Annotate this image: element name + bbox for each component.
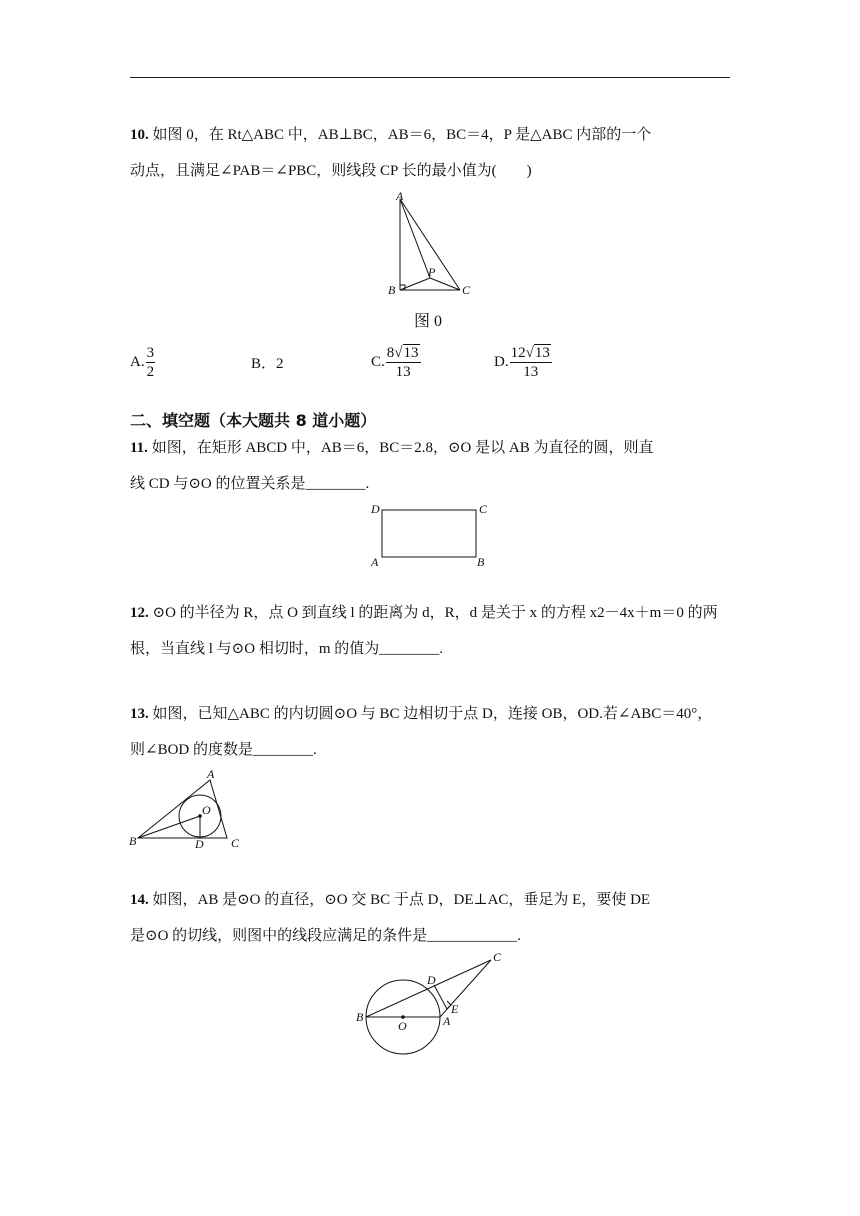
q10-option-d (494, 344, 552, 381)
q14-label-c: C (493, 950, 502, 964)
q10-number: 10. (130, 127, 149, 143)
q10-option-b: B．2 (251, 356, 284, 372)
q10-line1: 如图 0，在 Rt△ABC 中，AB⊥BC，AB＝6，BC＝4，P 是△ABC 内部的一个 (152, 127, 652, 143)
q10-figure-caption: 图 0 (414, 313, 443, 330)
q10-option-c (371, 344, 421, 381)
option-c-fraction (386, 344, 421, 381)
option-a-denominator: 2 (146, 364, 155, 380)
q11-number: 11. (130, 440, 148, 456)
q14-label-e: E (451, 1002, 459, 1016)
q13-label-b: B (129, 834, 137, 848)
q11-label-a: A (371, 555, 379, 569)
q14-line1: 如图，AB 是⊙O 的直径，⊙O 交 BC 于点 D，DE⊥AC，垂足为 E，要使 DE (152, 892, 651, 908)
q11-line2: 线 CD 与⊙O 的位置关系是________. (130, 476, 370, 492)
option-c-coefficient: 8 (386, 345, 395, 361)
option-c-radicand: 13 (403, 345, 419, 361)
q14-line2: 是⊙O 的切线，则图中的线段应满足的条件是____________. (130, 928, 521, 944)
q10-text (130, 117, 732, 189)
q13-label-d: D (195, 837, 204, 851)
option-d-coefficient: 12 (510, 345, 526, 361)
q14-text (130, 882, 732, 954)
q14-label-b: B (356, 1010, 364, 1024)
option-d-numerator (510, 344, 552, 363)
q10-figure (380, 190, 480, 300)
q11-text (130, 430, 732, 502)
section-heading: 二、填空题（本大题共 8 道小题） (130, 411, 377, 430)
q14-number: 14. (130, 892, 149, 908)
q13-figure (125, 768, 245, 852)
option-a-numerator: 3 (146, 345, 155, 361)
q11-line1: 如图，在矩形 ABCD 中，AB＝6，BC＝2.8，⊙O 是以 AB 为直径的圆，则直 (151, 440, 654, 456)
sqrt-sign: √ (394, 345, 403, 361)
header-rule (130, 77, 730, 78)
option-d-denominator: 13 (523, 364, 539, 380)
q11-label-c: C (479, 502, 488, 516)
sqrt-sign: √ (525, 345, 534, 361)
q13-line2: 则∠BOD 的度数是________. (130, 742, 317, 758)
q10-option-a (130, 344, 155, 381)
q13-label-c: C (231, 836, 240, 850)
q12-number: 12. (130, 605, 149, 621)
q12-line1: ⊙O 的半径为 R，点 O 到直线 l 的距离为 d，R，d 是关于 x 的方程 x2－4x＋m＝0 的两 (152, 605, 718, 621)
q11-figure (365, 500, 495, 572)
q11-label-d: D (371, 502, 380, 516)
option-d-prefix: D. (494, 354, 509, 370)
q10-label-p: P (428, 265, 436, 279)
q10-label-b: B (388, 283, 396, 297)
q14-label-d: D (427, 973, 436, 987)
option-d-radicand: 13 (534, 345, 550, 361)
option-c-numerator (386, 344, 421, 363)
option-a-prefix: A. (130, 354, 145, 370)
q14-label-a: A (443, 1014, 451, 1028)
q11-label-b: B (477, 555, 485, 569)
option-c-denominator: 13 (395, 364, 411, 380)
option-d-fraction (510, 344, 552, 381)
q14-label-o: O (398, 1019, 407, 1033)
q12-text (130, 595, 732, 667)
q13-text (130, 696, 732, 768)
q13-line1: 如图，已知△ABC 的内切圆⊙O 与 BC 边相切于点 D，连接 OB，OD.若∠ABC＝40°， (152, 706, 713, 722)
q14-figure (350, 950, 510, 1060)
q13-label-a: A (207, 768, 215, 781)
option-c-prefix: C. (371, 354, 385, 370)
option-a-fraction (146, 344, 156, 381)
q13-number: 13. (130, 706, 149, 722)
q10-label-a: A (396, 190, 404, 203)
q10-label-c: C (462, 283, 471, 297)
q12-line2: 根，当直线 l 与⊙O 相切时，m 的值为________. (130, 641, 443, 657)
q10-line2: 动点，且满足∠PAB＝∠PBC，则线段 CP 长的最小值为( ) (130, 163, 532, 179)
q13-label-o: O (202, 803, 211, 817)
